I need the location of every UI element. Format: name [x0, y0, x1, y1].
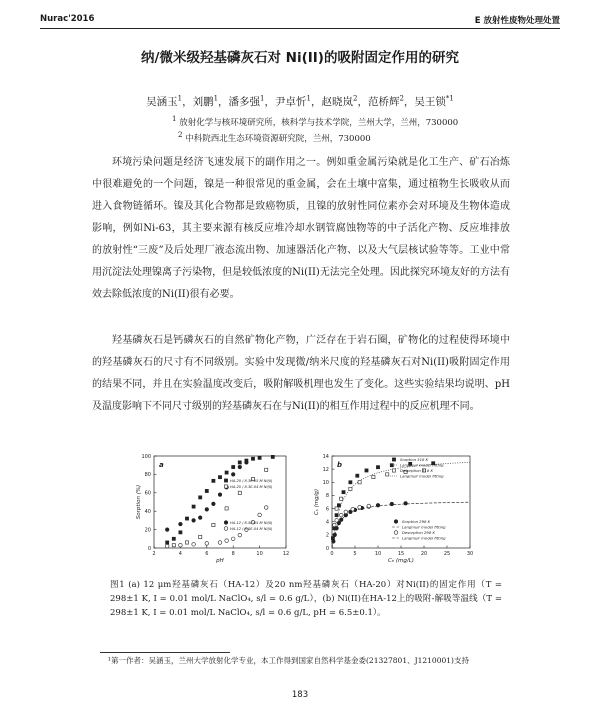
data-point	[172, 544, 175, 547]
legend-label: Desorption 318 K	[400, 468, 433, 473]
data-point	[337, 504, 340, 507]
legend-label: HA-12 / 8.5E-05 M Ni(II)	[230, 521, 273, 525]
data-point	[367, 504, 371, 508]
data-point	[372, 475, 375, 478]
data-point	[390, 502, 394, 506]
legend-marker	[392, 458, 395, 461]
section-name: E 放射性废物处理处置	[474, 16, 560, 26]
legend-label: Langmuir model fitting	[402, 524, 446, 530]
running-header	[40, 12, 560, 28]
data-point	[339, 518, 343, 522]
x-tick-label: 0	[330, 551, 334, 557]
figure-caption: 图1 (a) 12 μm羟基磷灰石（HA-12）及20 nm羟基磷灰石（HA-20）对Ni(II)的固定作用（T = 298±1 K, I = 0.01 mol/L NaClO₄, s/l = 0.6 g/L），(b) Ni(II)在HA-12上的吸附-解吸等温线（T = 298±1 K, I = 0.01 mol/L NaClO₄, s/l = 0.6 g/L, pH = 6.5±0.1）。	[110, 580, 502, 618]
data-point	[205, 542, 209, 546]
affiliation-sup: 2	[178, 130, 183, 139]
data-point	[218, 541, 222, 545]
data-point	[179, 522, 183, 526]
author-sup: 2	[352, 94, 358, 103]
x-axis-label: Cₑ (mg/L)	[388, 558, 414, 564]
author-name: 潘多强	[228, 96, 261, 108]
y-tick-label: 60	[144, 490, 151, 497]
x-tick-label: 10	[374, 551, 382, 557]
author-list	[0, 94, 600, 109]
legend-label: HA-20 / 8.3E-04 M Ni(II)	[230, 485, 273, 489]
data-point	[225, 539, 229, 543]
data-point	[335, 514, 338, 517]
legend-marker	[224, 521, 228, 525]
data-point	[205, 489, 208, 492]
data-point	[165, 528, 169, 532]
data-point	[271, 455, 274, 458]
data-point	[192, 519, 196, 523]
data-point	[333, 523, 337, 527]
data-point	[232, 465, 235, 468]
y-axis-label: Sorption (%)	[136, 484, 142, 520]
x-tick-label: 6	[205, 551, 209, 557]
page-number: 183	[291, 690, 309, 700]
affiliation-text: 放射化学与核环境研究所，核科学与技术学院，兰州大学，兰州，730000	[179, 117, 459, 128]
data-point	[376, 466, 379, 469]
y-tick-label: 2	[325, 532, 329, 539]
affiliation-1	[172, 114, 458, 128]
data-point	[238, 491, 241, 494]
author-sup: *1	[445, 94, 454, 103]
data-point	[238, 461, 241, 464]
data-point	[349, 487, 352, 490]
data-point	[335, 526, 339, 530]
data-point	[192, 543, 196, 547]
author-separator: ，	[403, 96, 415, 108]
legend-label: Desorption 298 K	[402, 530, 435, 535]
legend-label: Langmuir model fitting	[402, 535, 446, 541]
data-point	[404, 502, 408, 506]
author-separator: ，	[182, 96, 193, 108]
body-text-2	[92, 330, 510, 418]
x-tick-label: 5	[353, 551, 357, 557]
data-point	[365, 469, 368, 472]
author-name: 吴王锁	[414, 96, 446, 108]
author-name: 尹卓忻	[275, 96, 307, 108]
data-point	[205, 508, 209, 512]
author-name: 范桥辉	[367, 96, 400, 108]
y-tick-label: 4	[325, 519, 329, 526]
y-tick-label: 8	[325, 493, 329, 500]
author-sup: 1	[177, 94, 183, 103]
data-point	[258, 456, 261, 459]
legend-marker	[394, 531, 398, 535]
y-tick-label: 80	[144, 472, 151, 479]
author-sup: 1	[260, 94, 265, 103]
y-tick-label: 100	[141, 453, 151, 460]
author-separator: ，	[310, 96, 322, 108]
author-sup: 1	[306, 94, 311, 103]
header-rule	[40, 28, 560, 29]
x-tick-label: 12	[282, 551, 290, 557]
data-point	[231, 473, 235, 477]
data-point	[225, 471, 228, 474]
footnote-rule	[100, 652, 230, 653]
y-tick-label: 0	[147, 545, 151, 552]
legend-marker	[224, 485, 227, 488]
y-tick-label: 0	[325, 545, 329, 552]
conference-name: Nurac'2016	[40, 14, 95, 24]
x-tick-label: 4	[178, 551, 182, 557]
author-separator: ，	[264, 96, 276, 108]
data-point	[358, 505, 362, 509]
author-sup: 2	[399, 94, 404, 103]
data-point	[199, 535, 202, 538]
data-point	[218, 493, 222, 497]
data-point	[386, 473, 389, 476]
x-axis-label: pH	[216, 558, 224, 564]
data-point	[331, 537, 334, 540]
footnote: ¹第一作者：吴涵玉，兰州大学放射化学专业，本工作得到国家自然科学基金委(21327801、J1210001)支持	[108, 656, 469, 665]
panel-label: a	[159, 461, 164, 469]
legend-label: Sorption 318 K	[400, 457, 429, 462]
author-sup: 1	[213, 94, 219, 103]
x-tick-label: 25	[443, 551, 451, 557]
data-point	[212, 479, 215, 482]
y-tick-label: 12	[322, 466, 329, 473]
author-name: 赵晓岚	[321, 96, 353, 108]
data-point	[245, 461, 249, 465]
x-tick-label: 15	[397, 551, 405, 557]
data-point	[185, 541, 188, 544]
data-point	[265, 468, 268, 471]
author-separator: ，	[357, 96, 368, 108]
data-point	[340, 497, 343, 500]
y-axis-label: Cₛ (mg/g)	[314, 488, 320, 516]
data-point	[356, 474, 359, 477]
x-tick-label: 8	[231, 551, 235, 557]
affiliation-text: 中科院西北生态环境资源研究院，兰州，730000	[185, 133, 371, 144]
data-point	[333, 533, 337, 537]
body-text	[92, 152, 510, 306]
x-tick-label: 2	[152, 551, 156, 557]
data-point	[351, 507, 355, 511]
data-point	[251, 457, 254, 460]
legend-label: HA-12 / 8.5E-04 M Ni(II)	[230, 527, 273, 531]
legend-label: Sorption 298 K	[402, 519, 431, 524]
y-tick-label: 6	[325, 506, 329, 513]
y-tick-label: 10	[322, 480, 329, 487]
data-point	[264, 506, 268, 510]
data-point	[166, 541, 169, 544]
data-point	[179, 543, 183, 547]
data-point	[335, 507, 338, 510]
x-tick-label: 30	[466, 551, 474, 557]
author-separator: ，	[218, 96, 229, 108]
data-point	[258, 513, 262, 517]
y-tick-label: 20	[144, 527, 151, 534]
data-point	[179, 531, 182, 534]
data-point	[342, 491, 345, 494]
figure-1	[132, 450, 477, 572]
author-name: 吴涵玉	[146, 96, 178, 108]
data-point	[218, 476, 221, 479]
data-point	[172, 537, 175, 540]
legend-marker	[224, 527, 228, 531]
author-name: 刘鹏	[192, 96, 214, 108]
data-point	[376, 503, 380, 507]
data-point	[192, 505, 195, 508]
data-point	[165, 544, 169, 548]
data-point	[344, 510, 348, 514]
data-point	[231, 537, 235, 541]
data-point	[225, 507, 228, 510]
x-tick-label: 10	[256, 551, 263, 557]
y-tick-label: 40	[144, 509, 151, 515]
paragraph-1: 环境污染问题是经济飞速发展下的副作用之一。例如重金属污染就是化工生产、矿石冶炼中很难避免的一个问题，镍是一种很常见的重金属，会在土壤中富集，通过植物生长吸收从而进入食物链循环。镍及其化合物都是致癌物质，且镍的放射性同位素亦会对环境及生物体造成影响，例如Ni-63，其主要来源有核反应堆冷却水钢管腐蚀物等的中子活化产物、反应堆排放的放射性“三废”及后处理厂液态流出物、加速器活化产物、以及大气层核试验等等。工业中常用沉淀法处理镍离子污染物，但是较低浓度的Ni(II)无法完全处理。因此探究环境友好的方法有效去除低浓度的Ni(II)很有必要。	[92, 157, 510, 300]
data-point	[212, 502, 216, 506]
paragraph-2: 羟基磷灰石是钙磷灰石的自然矿物化产物，广泛存在于岩石圈，矿物化的过程使得环境中的羟基磷灰石的尺寸有不同级别。实验中发现微/纳米尺度的羟基磷灰石对Ni(II)吸附固定作用的结果不同，并且在实验温度改变后，吸附解吸机理也发生了变化。这些实验结果均说明、pH及温度影响下不同尺寸级别的羟基磷灰石在与Ni(II)的相互作用过程中的反应机理不同。	[92, 335, 510, 412]
data-point	[349, 481, 352, 484]
data-point	[212, 523, 215, 526]
data-point	[185, 517, 188, 520]
figure-svg	[132, 450, 477, 572]
data-point	[199, 496, 202, 499]
data-point	[198, 516, 202, 520]
panel-label: b	[337, 461, 343, 469]
legend-marker	[224, 479, 227, 482]
legend-label: Langmuir model fitting	[400, 462, 444, 468]
data-point	[238, 465, 242, 469]
y-tick-label: 14	[322, 453, 329, 460]
affiliation-2	[178, 130, 371, 144]
data-point	[238, 533, 242, 537]
x-tick-label: 20	[420, 551, 428, 557]
legend-marker	[392, 469, 395, 472]
data-point	[335, 519, 339, 523]
data-point	[332, 540, 336, 544]
affiliation-sup: 1	[172, 114, 177, 123]
data-point	[339, 513, 343, 517]
legend-marker	[394, 520, 398, 524]
legend-label: Langmuir model fitting	[400, 473, 444, 479]
data-point	[358, 481, 361, 484]
legend-label: HA-20 / 8.3E-05 M Ni(II)	[230, 479, 273, 483]
paper-title: 纳/微米级羟基磷灰石对 Ni(II)的吸附固定作用的研究	[141, 50, 459, 66]
